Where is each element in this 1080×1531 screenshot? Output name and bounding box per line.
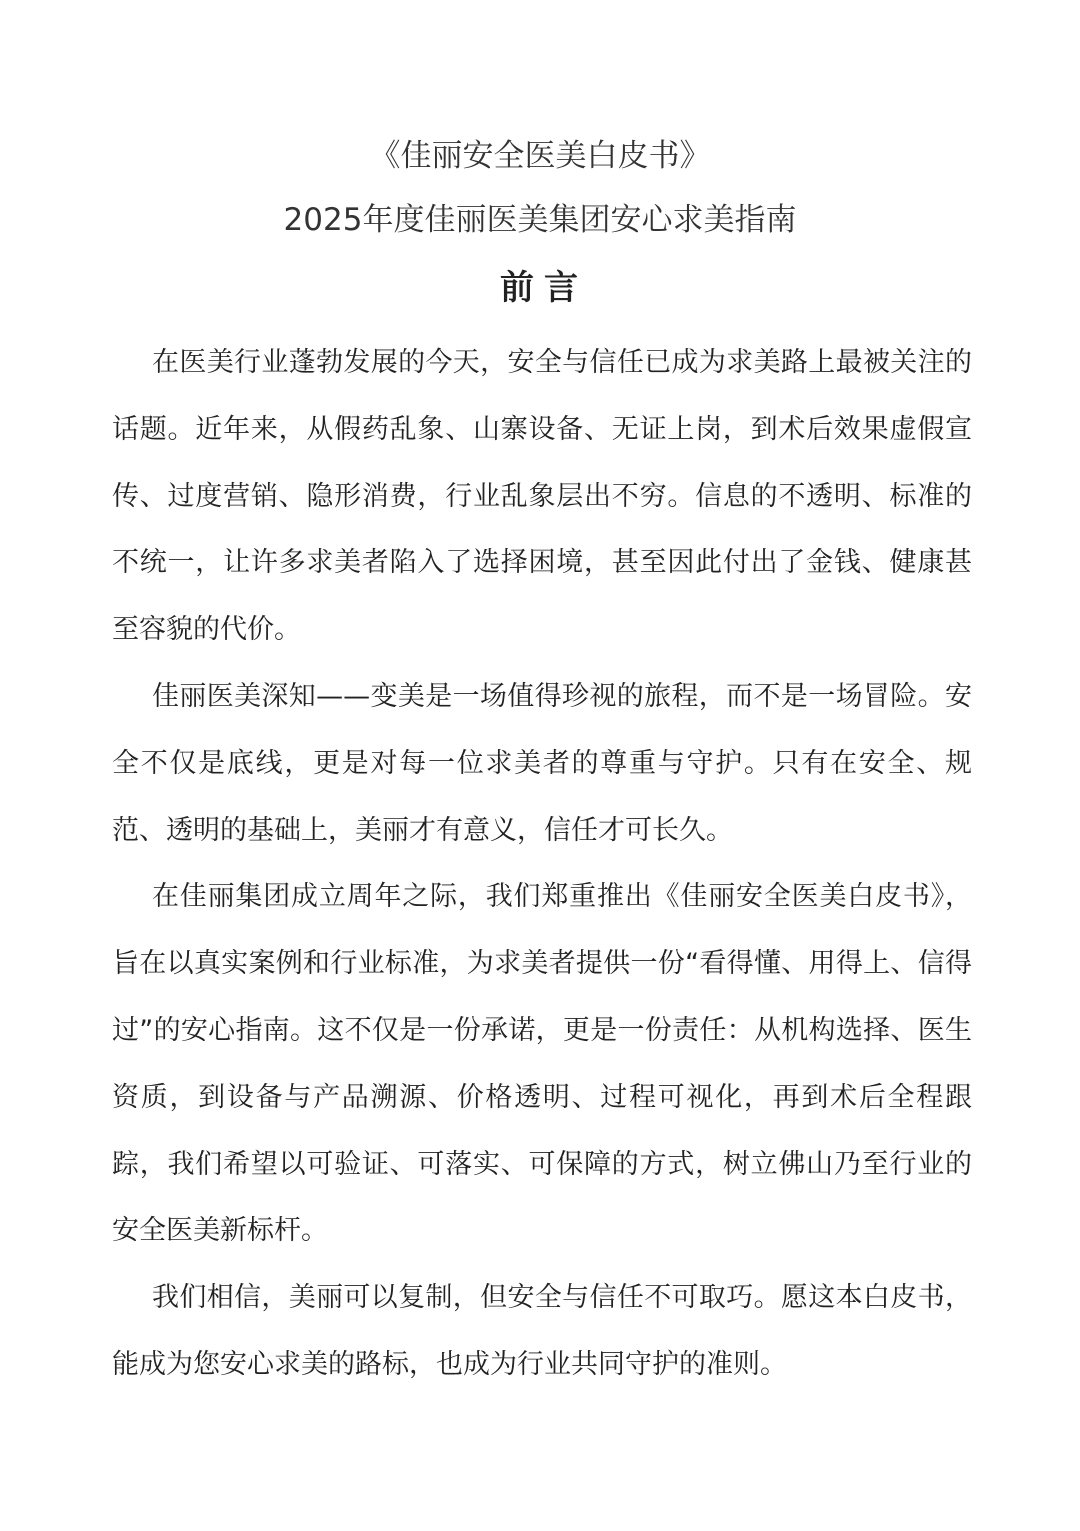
paragraph-1: 在医美行业蓬勃发展的今天，安全与信任已成为求美路上最被关注的话题。近年来，从假药乱象、山寨设备、无证上岗，到术后效果虚假宣传、过度营销、隐形消费，行业乱象层出不穷。信息的不透明、标准的不统一，让许多求美者陷入了选择困境，甚至因此付出了金钱、健康甚至容貌的代价。 bbox=[112, 347, 972, 646]
paragraph-3: 在佳丽集团成立周年之际，我们郑重推出《佳丽安全医美白皮书》，旨在以真实案例和行业标准，为求美者提供一份“看得懂、用得上、信得过”的安心指南。这不仅是一份承诺，更是一份责任：从机构选择、医生资质，到设备与产品溯源、价格透明、过程可视化，再到术后全程跟踪，我们希望以可验证、可落实、可保障的方式，树立佛山乃至行业的安全医美新标杆。 bbox=[112, 881, 972, 1247]
section-heading: 前言 bbox=[500, 268, 588, 308]
document-title: 《佳丽安全医美白皮书》 bbox=[369, 138, 711, 174]
document-body bbox=[112, 330, 972, 1399]
paragraph-4: 我们相信，美丽可以复制，但安全与信任不可取巧。愿这本白皮书，能成为您安心求美的路标，也成为行业共同守护的准则。 bbox=[112, 1282, 972, 1380]
paragraph-2: 佳丽医美深知——变美是一场值得珍视的旅程，而不是一场冒险。安全不仅是底线，更是对每一位求美者的尊重与守护。只有在安全、规范、透明的基础上，美丽才有意义，信任才可长久。 bbox=[112, 680, 972, 846]
document-subtitle: 2025年度佳丽医美集团安心求美指南 bbox=[283, 202, 797, 238]
